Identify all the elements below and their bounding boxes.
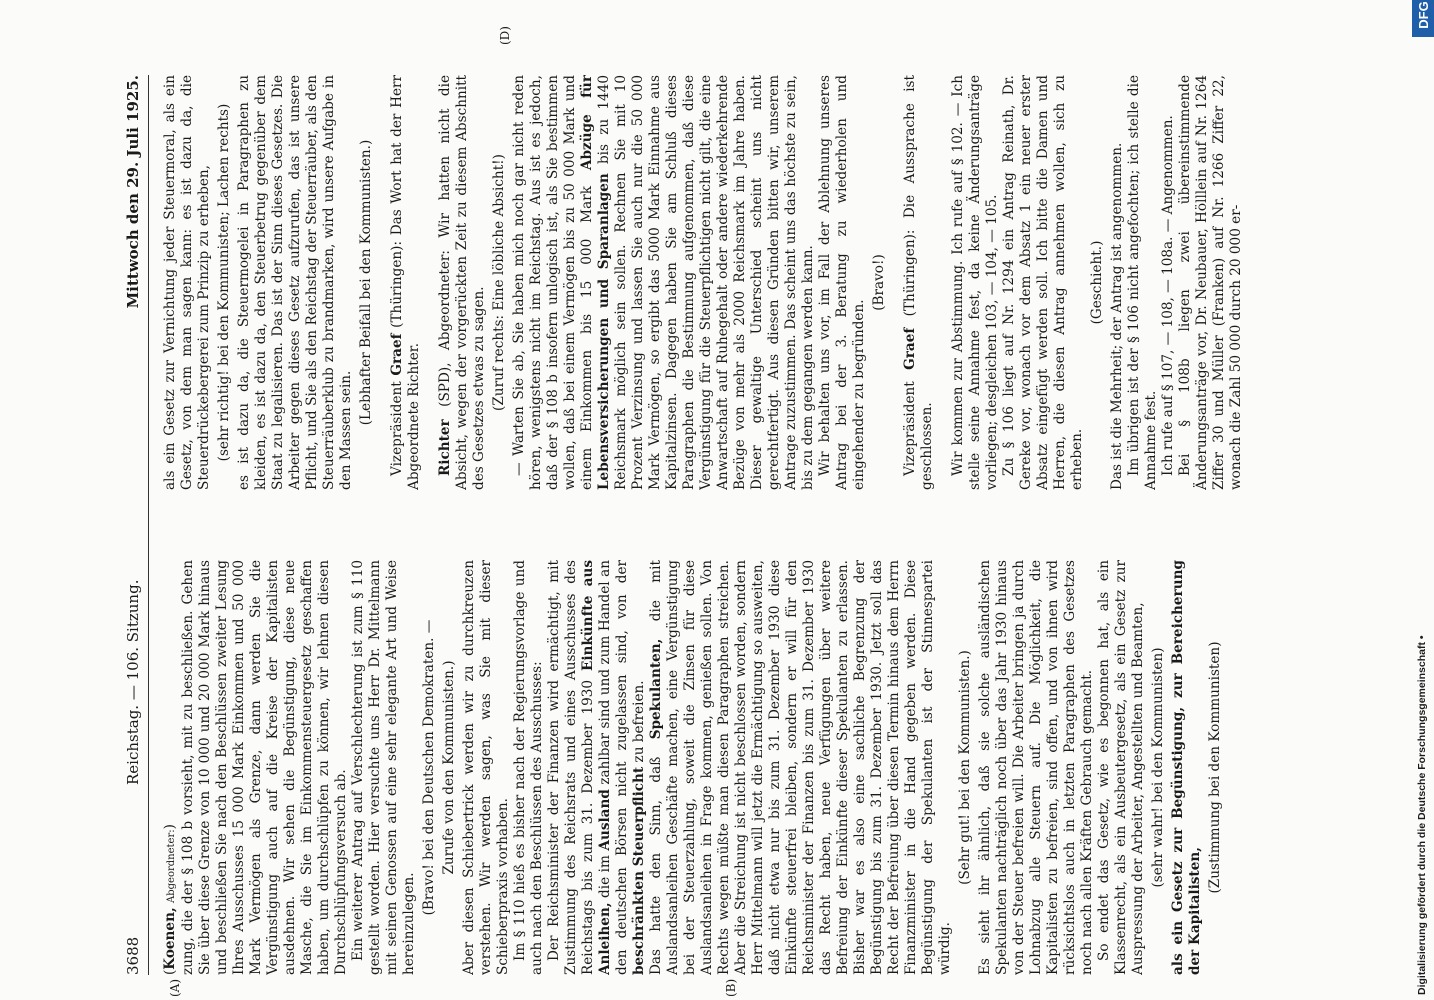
paragraph: Das hatte den Sinn, daß Spekulanten, die mit Auslandsanleihen Geschäfte machen, eine Vergünstigung bei der Steuerzahlung, soweit die Zinsen für diese Auslandsanleihen in Frage kommen, genießen sollen. Von Rechts wegen müßte man diesen Paragraphen streichen. Aber die Streichung ist nicht beschlossen worden, sondern Herr Mittelmann will jetzt die Ermächtigung so ausweiten, daß nicht etwa nur bis zum 31. Dezember 1930 diese Einkünfte steuerfrei bleiben, sondern er will für den Reichsminister der Finanzen bis zum 31. Dezember 1930 das Recht haben, neue Verfügungen über weitere Befreiung der Einkünfte dieser Spekulanten zu erlassen. Bisher war es also eine sachliche Begrenzung der Begünstigung bis zum 31. Dezember 1930. Jetzt soll das Recht der Befreiung über diesen Termin hinaus dem Herrn Finanzminister in die Hand gegeben werden. Diese Begünstigung der Spekulanten ist der Stinnespartei würdig. — [648, 560, 953, 975]
paragraph: Richter (SPD), Abgeordneter: Wir hatten nicht die Absicht, wegen der vorgerückten Zeit zu diesem Abschnitt des Gesetzes etwas zu sagen. — [437, 75, 487, 490]
page-number: 3688 — [124, 936, 142, 975]
paragraph: Aber diesen Schiebertrick werden wir zu durchkreuzen verstehen. Wir werden sagen, was Sie mit dieser Schieberpraxis vorhaben. — [461, 560, 511, 975]
svg-text:DFG: DFG — [1416, 1, 1431, 29]
interjection: (Zuruf rechts: Eine löbliche Absicht!) — [491, 154, 507, 411]
paragraph: Im übrigen ist der § 106 nicht angefochten; ich stelle die Annahme fest. — [1126, 75, 1159, 490]
paragraph: So endet das Gesetz, wie es begonnen hat, als ein Klassenrecht, als ein Ausbeutergesetz, als ein Gesetz zur Auspressung der Arbeiter, Angestellten und Beamten, — [1096, 560, 1146, 975]
paragraph: Ein weiterer Antrag auf Verschlechterung ist zum § 110 gestellt worden. Hier versuchte uns Herr Dr. Mittelmann mit seinen Genossen auf eine sehr elegante Art und Weise hereinzulegen. — [350, 560, 417, 975]
rotated-document-page — [118, 26, 1418, 997]
paragraph: Bei § 108b liegen zwei übereinstimmende Änderungsanträge vor, Dr. Neubauer, Hölllein auf Nr. 1264 Ziffer 30 und Müller (Franken) auf Nr. 1266 Ziffer 22, wonach die Zahl 50 000 durch 20 000 er- — [1177, 75, 1244, 490]
left-column — [162, 560, 1412, 975]
interjection: (Sehr gut! bei den Kommunisten.) — [957, 650, 973, 885]
paragraph: Wir kommen zur Abstimmung. Ich rufe auf § 102. — Ich stelle seine Annahme fest, da keine Änderungsanträge vorliegen; desgleichen 103, — 104, — 105. — [950, 75, 1000, 490]
interjection: (sehr richtig! bei den Kommunisten; Lachen rechts) — [216, 103, 232, 462]
session-heading: Reichstag. — 106. Sitzung. — [124, 579, 142, 785]
paragraph: Im § 110 hieß es bisher nach der Regierungsvorlage und auch nach den Beschlüssen des Ausschusses: — [512, 560, 545, 975]
paragraph: als ein Gesetz zur Begünstigung, zur Bereicherung der Kapitalisten, — [1170, 560, 1203, 975]
interjection: (Lebhafter Beifall bei den Kommunisten.) — [358, 139, 374, 426]
speaker-role: Abgeordneter: — [166, 829, 177, 903]
margin-mark-a: (A) — [168, 978, 182, 997]
interjection: (Geschieht.) — [1089, 240, 1105, 325]
interjection: (Zustimmung bei den Kommunisten) — [1207, 641, 1223, 894]
paragraph: zung, die der § 108 b vorsieht, mit zu beschließen. Gehen Sie über diese Grenze von 10 000 und 20 000 Mark hinaus und beschließen Sie nach den Beschlüssen zweiter Lesung Ihres Ausschusses 15 000 Mark Einkommen und 50 000 Mark Vermögen als Grenze, dann werden Sie die Vergünstigung auch auf die Kreise der Kapitalisten ausdehnen. Wir sehen die Begünstigung, diese neue Masche, die Sie im Einkommensteuergesetz geschaffen haben, um durchschlüpfen zu können, wir lehnen diesen Durchschlüpfungsversuch ab. — [180, 560, 349, 975]
paragraph: (Koenen, Abgeordneter:) — [162, 824, 178, 975]
paragraph: Zu § 106 liegt auf Nr. 1294 ein Antrag Reinath, Dr. Gereke vor, wonach vor dem Absatz 1 ein neuer erster Absatz eingefügt werden soll. Ich bitte die Damen und Herren, die diesen Antrag annehmen wollen, sich zu erheben. — [1001, 75, 1085, 490]
interjection: (Bravo! bei den Deutschen Demokraten. — — [421, 619, 437, 916]
interjection: (sehr wahr! bei den Kommunisten) — [1150, 647, 1166, 888]
paragraph: Vizepräsident Graef (Thüringen): Das Wort hat der Herr Abgeordnete Richter. — [389, 75, 422, 490]
paragraph: Es sieht ihr ähnlich, daß sie solche ausländischen Spekulanten nachträglich noch über das Jahr 1930 hinaus von der Steuer befreien will. Die Arbeiter bringen ja durch Lohnabzug alle Steuern auf. Die Möglichkeit, die Kapitalisten zu befreien, sind offen, und von ihnen wird rücksichtslos auch in letzten Paragraphen des Gesetzes noch nach allen Kräften Gebrauch gemacht. — [977, 560, 1095, 975]
digitization-credit — [1412, 1, 1434, 995]
dfg-logo-icon — [1412, 0, 1434, 37]
paragraph: es ist dazu da, die Steuermogelei in Paragraphen zu kleiden, es ist dazu da, den Steuerbetrug gegenüber dem Staat zu legalisieren. Das ist der Sinn dieses Gesetzes. Die Arbeiter gegen dieses Gesetz aufzurufen, das ist unsere Pflicht, und Sie als den Reichstag der Steuerräuber, als den Steuerräuberklub zu brandmarken, wird unsere Aufgabe in den Massen sein. — [236, 75, 354, 490]
speaker-name: Koenen, — [162, 907, 178, 970]
paragraph: Vizepräsident Graef (Thüringen): Die Aussprache ist geschlossen. — [902, 75, 935, 490]
page-header — [118, 75, 149, 975]
margin-mark-b: (B) — [724, 978, 738, 997]
paragraph: — Warten Sie ab, Sie haben mich noch gar nicht reden hören, wenigstens nicht im Reichstag. Aus ist es jedoch, daß der § 108 b insofern unlogisch ist, als Sie bestimmen wollen, daß bei einem Vermögen bis zu 50 000 Mark und einem Einkommen bis 15 000 Mark Abzüge für Lebensversicherungen und Sparanlagen bis zu 1440 Reichsmark möglich sein sollen. Rechnen Sie mit 10 Prozent Verzinsung und lassen Sie auch nur die 50 000 Mark Vermögen, so ergibt das 5000 Mark Einnahme aus Kapitalzinsen. Dagegen haben Sie am Schluß dieses Paragraphen die Bestimmung aufgenommen, daß diese Vergünstigung für die Steuerpflichtigen nicht gilt, die eine Anwartschaft auf Ruhegehalt oder andere wiederkehrende Bezüge von mehr als 2000 Reichsmark im Jahre haben. Dieser gewaltige Unterschied scheint uns nicht gerechtfertigt. Aus diesen Gründen bitten wir, unserem Antrage zuzustimmen. Das scheint uns das höchste zu sein, bis zu dem gegangen werden kann. — [511, 75, 816, 490]
paragraph: Das ist die Mehrheit; der Antrag ist angenommen. — [1109, 142, 1125, 490]
interjection: (Bravo!) — [871, 254, 887, 311]
credit-text: Digitalisierung gefördert durch die Deutsche Forschungsgemeinschaft — [1416, 642, 1428, 995]
credit-separator: • — [1416, 635, 1428, 640]
interjection: Zurufe von den Kommunisten.) — [441, 660, 457, 875]
paragraph: Ich rufe auf § 107, — 108, — 108a. — Angenommen. — [1160, 115, 1176, 476]
session-date: Mittwoch den 29. Juli 1925. — [124, 75, 142, 309]
right-column — [162, 75, 1412, 490]
paragraph: als ein Gesetz zur Vernichtung jeder Steuermoral, als ein Gesetz, von dem man sagen kann: es ist dazu da, die Steuerdrückebergerei zum Prinzip zu erheben, — [162, 75, 212, 490]
margin-mark-d: (D) — [498, 26, 512, 45]
quoted-law-text: Der Reichsminister der Finanzen wird ermächtigt, mit Zustimmung des Reichsrats und eines Ausschusses des Reichstags bis zum 31. Dezember 1930 Einkünfte aus Anleihen, die im Ausland zahlbar sind und zum Handel an den deutschen Börsen nicht zugelassen sind, von der beschränkten Steuerpflicht zu befreien. — [546, 560, 647, 975]
paragraph: Wir behalten uns vor, im Fall der Ablehnung unseres Antrag bei der 3. Beratung zu wiederholen und eingehender zu begründen. — [817, 75, 867, 490]
